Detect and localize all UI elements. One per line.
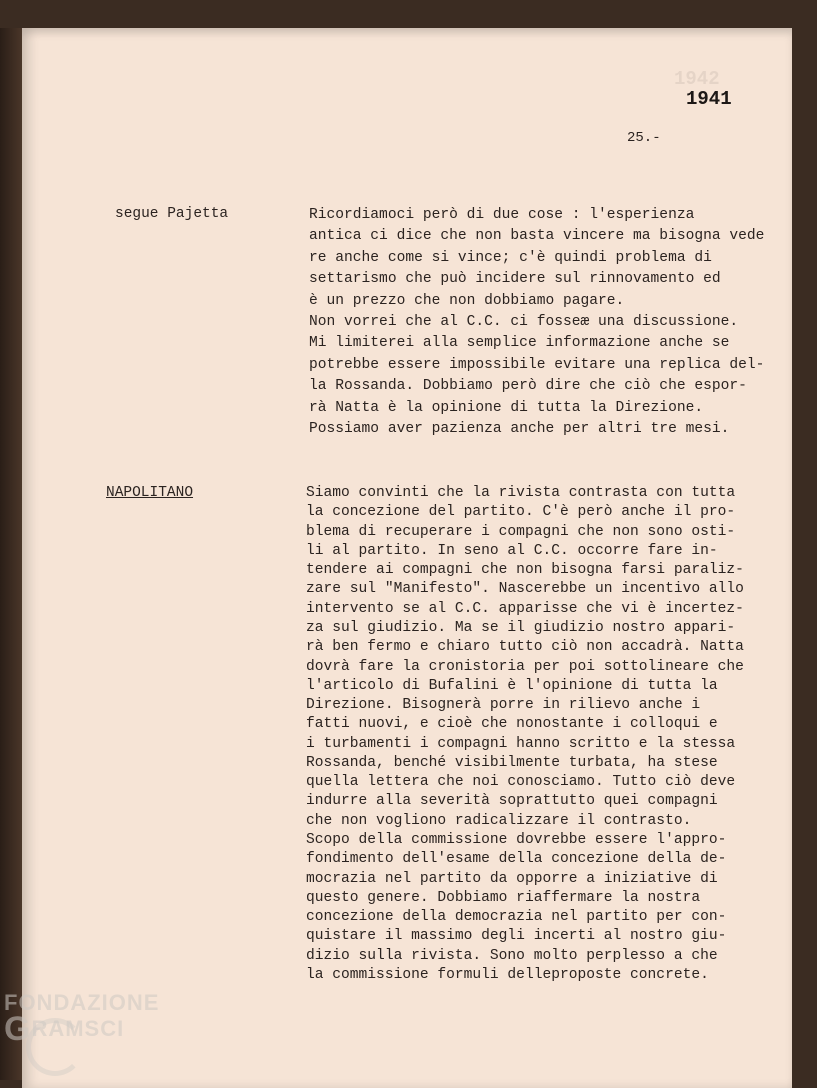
text-line: i turbamenti i compagni hanno scritto e la stessa (306, 735, 736, 752)
text-line: fatti nuovi, e cioè che nonostante i colloqui e (306, 716, 718, 733)
text-line: è un prezzo che non dobbiamo pagare. (309, 292, 625, 309)
text-line: mocrazia nel partito da opporre a iniziative di (306, 870, 718, 887)
speaker-napolitano: NAPOLITANO (106, 485, 194, 501)
text-line: antica ci dice che non basta vincere ma bisogna vede (309, 228, 765, 245)
bleed-through-year: 1942 (674, 68, 720, 90)
text-line: Ricordiamoci però di due cose : l'esperienza (309, 207, 695, 223)
text-line: rà ben fermo e chiaro tutto ciò non accadrà. Natta (306, 639, 744, 656)
text-line: blema di recuperare i compagni che non sono osti- (306, 523, 736, 540)
text-line: la commissione formuli delleproposte concrete. (306, 967, 709, 983)
text-line: che non vogliono radicalizzare il contrasto. (306, 812, 692, 829)
watermark-line1: FONDAZIONE (4, 990, 160, 1015)
page-number: 25.- (627, 130, 661, 146)
text-line: Rossanda, benché visibilmente turbata, ha stese (306, 754, 718, 771)
text-line: Possiamo aver pazienza anche per altri tre mesi. (309, 421, 730, 437)
watermark-line2: RAMSCI (31, 1016, 125, 1041)
text-line: settarismo che può incidere sul rinnovamento ed (309, 271, 721, 288)
text-line: zare sul "Manifesto". Nascerebbe un incentivo allo (306, 581, 744, 598)
text-line: concezione della democrazia nel partito per con- (306, 909, 727, 926)
text-line: za sul giudizio. Ma se il giudizio nostro appari- (306, 619, 736, 636)
text-line: re anche come si vince; c'è quindi problema di (309, 249, 712, 266)
text-line: Scopo della commissione dovrebbe essere l'appro- (306, 832, 727, 849)
text-line: l'articolo di Bufalini è l'opinione di tutta la (306, 677, 718, 694)
text-line: quistare il massimo degli incerti al nostro giu- (306, 928, 727, 945)
text-line: intervento se al C.C. apparisse che vi è incertez- (306, 600, 744, 617)
document-year: 1941 (686, 88, 732, 110)
text-line: rà Natta è la opinione di tutta la Direzione. (309, 399, 704, 416)
text-line: Siamo convinti che la rivista contrasta con tutta (306, 485, 736, 501)
text-line: Non vorrei che al C.C. ci fosseæ una discussione. (309, 314, 739, 330)
text-line: dizio sulla rivista. Sono molto perplesso a che (306, 947, 718, 964)
text-line: tendere ai compagni che non bisogna farsi paraliz- (306, 562, 744, 579)
binding-edge (0, 28, 22, 1080)
text-line: dovrà fare la cronistoria per poi sottolineare che (306, 658, 744, 675)
text-line: la Rossanda. Dobbiamo però dire che ciò che espor- (309, 378, 747, 395)
text-line: quella lettera che noi conosciamo. Tutto ciò deve (306, 774, 736, 791)
text-line: Direzione. Bisognerà porre in rilievo anche i (306, 697, 701, 714)
text-line: Mi limiterei alla semplice informazione anche se (309, 335, 730, 352)
text-line: la concezione del partito. C'è però anche il pro- (306, 504, 736, 521)
text-line: fondimento dell'esame della concezione della de- (306, 851, 727, 868)
text-line: indurre alla severità soprattutto quei compagni (306, 793, 718, 810)
watermark-logo-icon (26, 1018, 84, 1076)
watermark-g: G (4, 1010, 32, 1048)
speaker-pajetta: segue Pajetta (115, 206, 229, 222)
fondazione-gramsci-watermark (4, 990, 160, 1048)
text-line: potrebbe essere impossibile evitare una replica del- (309, 356, 765, 373)
text-line: questo genere. Dobbiamo riaffermare la nostra (306, 889, 701, 906)
text-line: li al partito. In seno al C.C. occorre fare in- (306, 542, 718, 559)
